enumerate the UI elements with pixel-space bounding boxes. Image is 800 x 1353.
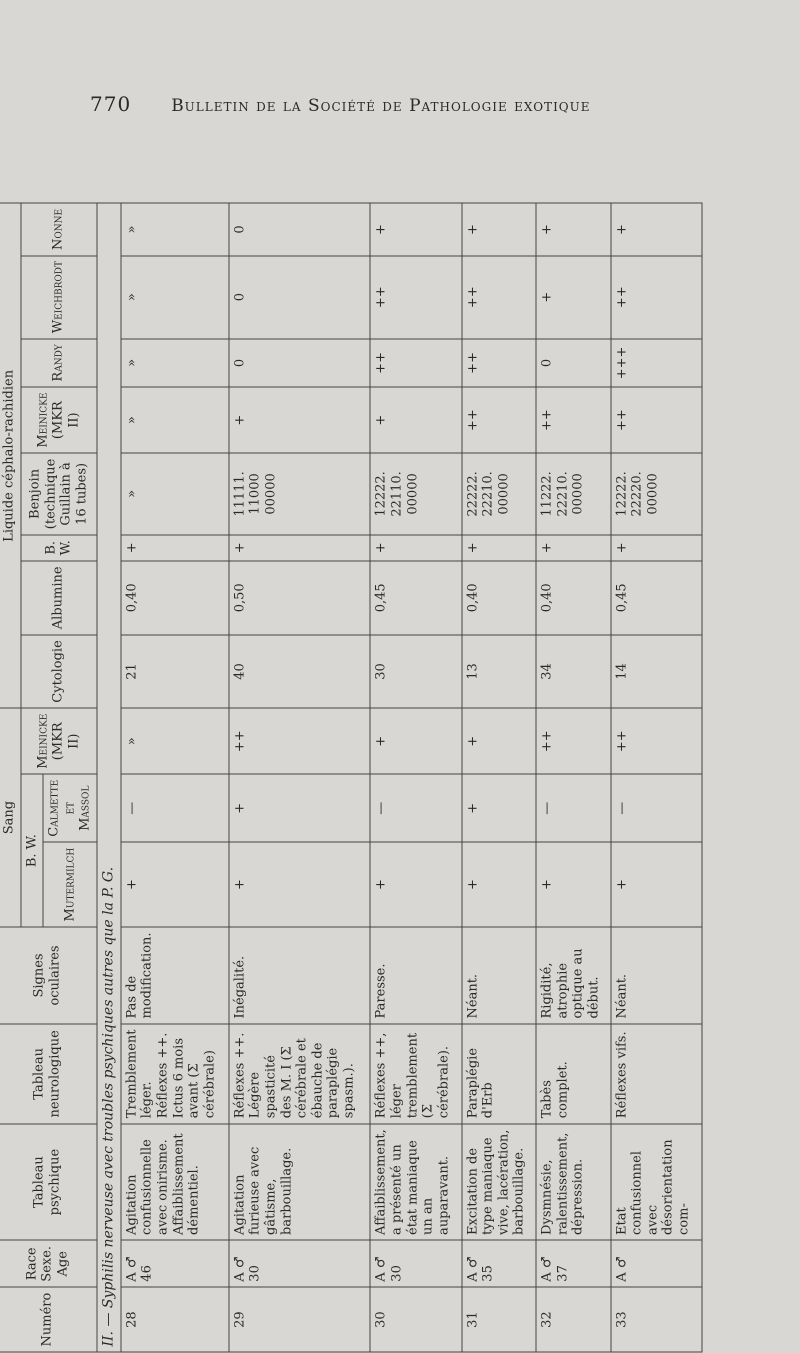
cell-benjoin: 12222. 22110. 00000 bbox=[370, 453, 461, 535]
cell-albumine: 0,45 bbox=[611, 561, 702, 635]
cell-numero: 30 bbox=[370, 1287, 461, 1352]
cell-bw-liquide: + bbox=[611, 535, 702, 561]
cell-race: A ♂ 37 bbox=[536, 1240, 611, 1287]
cell-calmette: + bbox=[462, 774, 537, 842]
col-weichbrodt: Weichbrodt bbox=[21, 256, 97, 339]
cell-calmette: + bbox=[229, 774, 371, 842]
cell-meinicke-sang: ++ bbox=[611, 708, 702, 774]
cell-weichbrodt: 0 bbox=[229, 256, 371, 339]
cell-bw-liquide: + bbox=[229, 535, 371, 561]
cell-nonne: + bbox=[611, 203, 702, 255]
cell-calmette: — bbox=[370, 774, 461, 842]
cell-cytologie: 13 bbox=[462, 635, 537, 709]
cell-weichbrodt: ++ bbox=[370, 256, 461, 339]
table-row bbox=[536, 203, 611, 1352]
cell-psychique: Affaiblissement, a présenté un état maniaque un an auparavant. bbox=[370, 1124, 461, 1241]
cell-weichbrodt: » bbox=[121, 256, 229, 339]
table-body bbox=[121, 203, 702, 1352]
col-randy: Randy bbox=[21, 339, 97, 387]
col-mutermilch: Mutermilch bbox=[43, 842, 97, 927]
col-oculaires: Signes oculaires bbox=[0, 927, 97, 1024]
cell-oculaires: Rigidité, atrophie optique au début. bbox=[536, 927, 611, 1024]
cell-neuro: Tabès complet. bbox=[536, 1024, 611, 1124]
cell-mutermilch: + bbox=[611, 842, 702, 927]
cell-neuro: Réflexes vifs. bbox=[611, 1024, 702, 1124]
cell-meinicke-liquide: ++ bbox=[536, 387, 611, 453]
cell-numero: 31 bbox=[462, 1287, 537, 1352]
results-table bbox=[0, 203, 703, 1353]
cell-albumine: 0,40 bbox=[536, 561, 611, 635]
cell-nonne: » bbox=[121, 203, 229, 255]
cell-meinicke-liquide: + bbox=[370, 387, 461, 453]
cell-nonne: 0 bbox=[229, 203, 371, 255]
col-numero: Numéro bbox=[0, 1287, 97, 1352]
cell-meinicke-sang: ++ bbox=[536, 708, 611, 774]
cell-bw-liquide: + bbox=[370, 535, 461, 561]
cell-weichbrodt: ++ bbox=[611, 256, 702, 339]
col-meinicke-sang: Meinicke (MKR II) bbox=[21, 708, 97, 774]
cell-bw-liquide: + bbox=[121, 535, 229, 561]
cell-bw-liquide: + bbox=[462, 535, 537, 561]
cell-neuro: Tremblement léger. Réflexes ++. Ictus 6 mois avant (Σ cérébrale) bbox=[121, 1024, 229, 1124]
cell-oculaires: Paresse. bbox=[370, 927, 461, 1024]
cell-calmette: — bbox=[121, 774, 229, 842]
cell-race: A ♂ 30 bbox=[370, 1240, 461, 1287]
cell-benjoin: 11222. 22210. 00000 bbox=[536, 453, 611, 535]
cell-albumine: 0,50 bbox=[229, 561, 371, 635]
cell-meinicke-sang: + bbox=[462, 708, 537, 774]
col-psychique: Tableau psychique bbox=[0, 1124, 97, 1241]
col-cytologie: Cytologie bbox=[21, 635, 97, 709]
cell-meinicke-sang: ++ bbox=[229, 708, 371, 774]
cell-meinicke-sang: + bbox=[370, 708, 461, 774]
col-albumine: Albumine bbox=[21, 561, 97, 635]
journal-title: Bulletin de la Société de Pathologie exotique bbox=[171, 96, 591, 116]
cell-psychique: Dysmnésie, ralentissement, dépression. bbox=[536, 1124, 611, 1241]
cell-neuro: Réflexes ++. Légère spasticité des M. I (Σ cérébrale et ébauche de paraplégie spasm.). bbox=[229, 1024, 371, 1124]
col-neuro: Tableau neurologique bbox=[0, 1024, 97, 1124]
cell-race: A ♂ 35 bbox=[462, 1240, 537, 1287]
col-benjoin: Benjoin (technique Guillain à 16 tubes) bbox=[21, 453, 97, 535]
cell-weichbrodt: + bbox=[536, 256, 611, 339]
cell-benjoin: 12222. 22220. 00000 bbox=[611, 453, 702, 535]
cell-neuro: Réflexes ++, léger tremblement (Σ cérébrale). bbox=[370, 1024, 461, 1124]
cell-randy: » bbox=[121, 339, 229, 387]
cell-race: A ♂ 46 bbox=[121, 1240, 229, 1287]
page-number: 770 bbox=[90, 92, 132, 116]
cell-oculaires: Néant. bbox=[611, 927, 702, 1024]
col-bw-liquide: B. W. bbox=[21, 535, 97, 561]
cell-meinicke-liquide: » bbox=[121, 387, 229, 453]
cell-cytologie: 40 bbox=[229, 635, 371, 709]
cell-randy: ++ bbox=[370, 339, 461, 387]
cell-mutermilch: + bbox=[462, 842, 537, 927]
cell-cytologie: 14 bbox=[611, 635, 702, 709]
cell-nonne: + bbox=[370, 203, 461, 255]
table-row bbox=[611, 203, 702, 1352]
cell-calmette: — bbox=[536, 774, 611, 842]
cell-weichbrodt: ++ bbox=[462, 256, 537, 339]
cell-psychique: Agitation confusionnelle avec onirisme. Affaiblissement démentiel. bbox=[121, 1124, 229, 1241]
cell-mutermilch: + bbox=[370, 842, 461, 927]
group-sang: Sang bbox=[0, 708, 21, 927]
cell-randy: +++ bbox=[611, 339, 702, 387]
cell-psychique: Excitation de type maniaque vive, lacération, barbouillage. bbox=[462, 1124, 537, 1241]
cell-cytologie: 30 bbox=[370, 635, 461, 709]
table-row bbox=[121, 203, 229, 1352]
cell-psychique: Etat confusionnel avec désorientation com- bbox=[611, 1124, 702, 1241]
col-meinicke-liquide: Meinicke (MKR II) bbox=[21, 387, 97, 453]
cell-numero: 29 bbox=[229, 1287, 371, 1352]
table-caption: II. — Syphilis nerveuse avec troubles psychiques autres que la P. G. bbox=[97, 203, 121, 1352]
group-bw: B. W. bbox=[21, 774, 44, 927]
col-race: Race Sexe. Age bbox=[0, 1240, 97, 1287]
cell-albumine: 0,40 bbox=[121, 561, 229, 635]
cell-albumine: 0,45 bbox=[370, 561, 461, 635]
cell-calmette: — bbox=[611, 774, 702, 842]
cell-bw-liquide: + bbox=[536, 535, 611, 561]
cell-albumine: 0,40 bbox=[462, 561, 537, 635]
cell-cytologie: 21 bbox=[121, 635, 229, 709]
cell-oculaires: Inégalité. bbox=[229, 927, 371, 1024]
cell-meinicke-liquide: + bbox=[229, 387, 371, 453]
cell-oculaires: Pas de modification. bbox=[121, 927, 229, 1024]
cell-meinicke-liquide: ++ bbox=[611, 387, 702, 453]
col-calmette: Calmette et Massol bbox=[43, 774, 97, 842]
cell-numero: 32 bbox=[536, 1287, 611, 1352]
group-liquide: Liquide céphalo-rachidien bbox=[0, 203, 21, 708]
cell-meinicke-liquide: ++ bbox=[462, 387, 537, 453]
table-row bbox=[370, 203, 461, 1352]
cell-nonne: + bbox=[462, 203, 537, 255]
cell-benjoin: 11111. 11000 00000 bbox=[229, 453, 371, 535]
table-row bbox=[229, 203, 371, 1352]
col-nonne: Nonne bbox=[21, 203, 97, 255]
cell-numero: 33 bbox=[611, 1287, 702, 1352]
table-row bbox=[462, 203, 537, 1352]
cell-meinicke-sang: » bbox=[121, 708, 229, 774]
cell-randy: ++ bbox=[462, 339, 537, 387]
page-header bbox=[90, 92, 750, 122]
cell-benjoin: 22222. 22210. 00000 bbox=[462, 453, 537, 535]
cell-mutermilch: + bbox=[121, 842, 229, 927]
cell-randy: 0 bbox=[229, 339, 371, 387]
cell-randy: 0 bbox=[536, 339, 611, 387]
cell-numero: 28 bbox=[121, 1287, 229, 1352]
cell-psychique: Agitation furieuse avec gâtisme, barbouillage. bbox=[229, 1124, 371, 1241]
cell-cytologie: 34 bbox=[536, 635, 611, 709]
cell-race: A ♂ 30 bbox=[229, 1240, 371, 1287]
cell-neuro: Paraplégie d'Erb bbox=[462, 1024, 537, 1124]
cell-benjoin: » bbox=[121, 453, 229, 535]
data-table-rotated bbox=[0, 208, 703, 1353]
cell-mutermilch: + bbox=[536, 842, 611, 927]
cell-oculaires: Néant. bbox=[462, 927, 537, 1024]
cell-mutermilch: + bbox=[229, 842, 371, 927]
cell-nonne: + bbox=[536, 203, 611, 255]
cell-race: A ♂ bbox=[611, 1240, 702, 1287]
